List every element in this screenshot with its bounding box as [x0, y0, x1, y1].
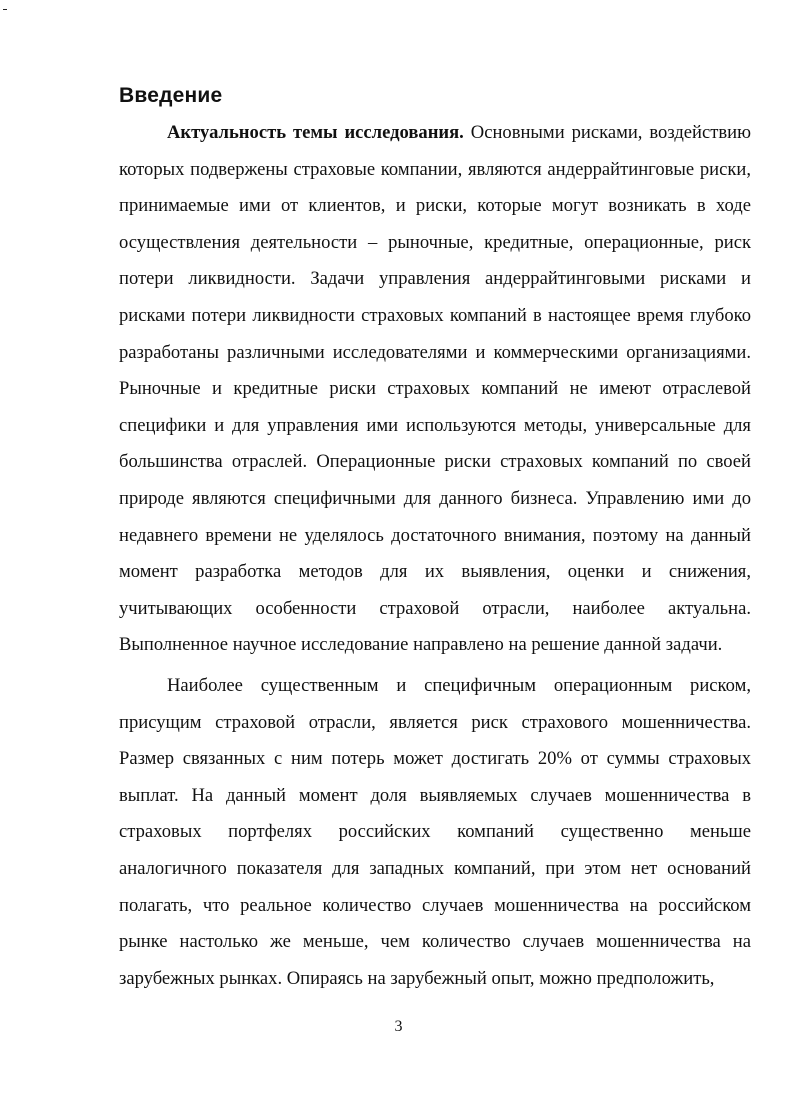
paragraph-body: Наиболее существенным и специфичным операционным риском, присущим страховой отрасли, является риск страхового мошенничества. Размер связанных с ним потерь может достигать 20% от суммы страховых выплат. На данный момент доля выявляемых случаев мошенничества в страховых портфелях российских компаний существенно меньше аналогичного показателя для западных компаний, при этом нет оснований полагать, что реальное количество случаев мошенничества на российском рынке настолько же меньше, чем количество случаев мошенничества на зарубежных рынках. Опираясь на зарубежный опыт, можно предположить,: [119, 675, 751, 989]
scan-artifact: [3, 9, 7, 10]
section-heading: Введение: [119, 84, 223, 107]
paragraph-relevance: [119, 115, 751, 664]
page-number: 3: [394, 1018, 403, 1035]
paragraph-fraud-risk: [119, 668, 751, 997]
paragraph-lead-bold: Актуальность темы исследования.: [167, 122, 464, 143]
paragraph-body: Основными рисками, воздействию которых подвержены страховые компании, являются андеррайтинговые риски, принимаемые ими от клиентов, и риски, которые могут возникать в ходе осуществления деятельности – рыночные, кредитные, операционные, риск потери ликвидности. Задачи управления андеррайтинговыми рисками и рисками потери ликвидности страховых компаний в настоящее время глубоко разработаны различными исследователями и коммерческими организациями. Рыночные и кредитные риски страховых компаний не имеют отраслевой специфики и для управления ими используются методы, универсальные для большинства отраслей. Операционные риски страховых компаний по своей природе являются специфичными для данного бизнеса. Управлению ими до недавнего времени не уделялось достаточного внимания, поэтому на данный момент разработка методов для их выявления, оценки и снижения, учитывающих особенности страховой отрасли, наиболее актуальна. Выполненное научное исследование направлено на решение данной задачи.: [119, 122, 751, 656]
